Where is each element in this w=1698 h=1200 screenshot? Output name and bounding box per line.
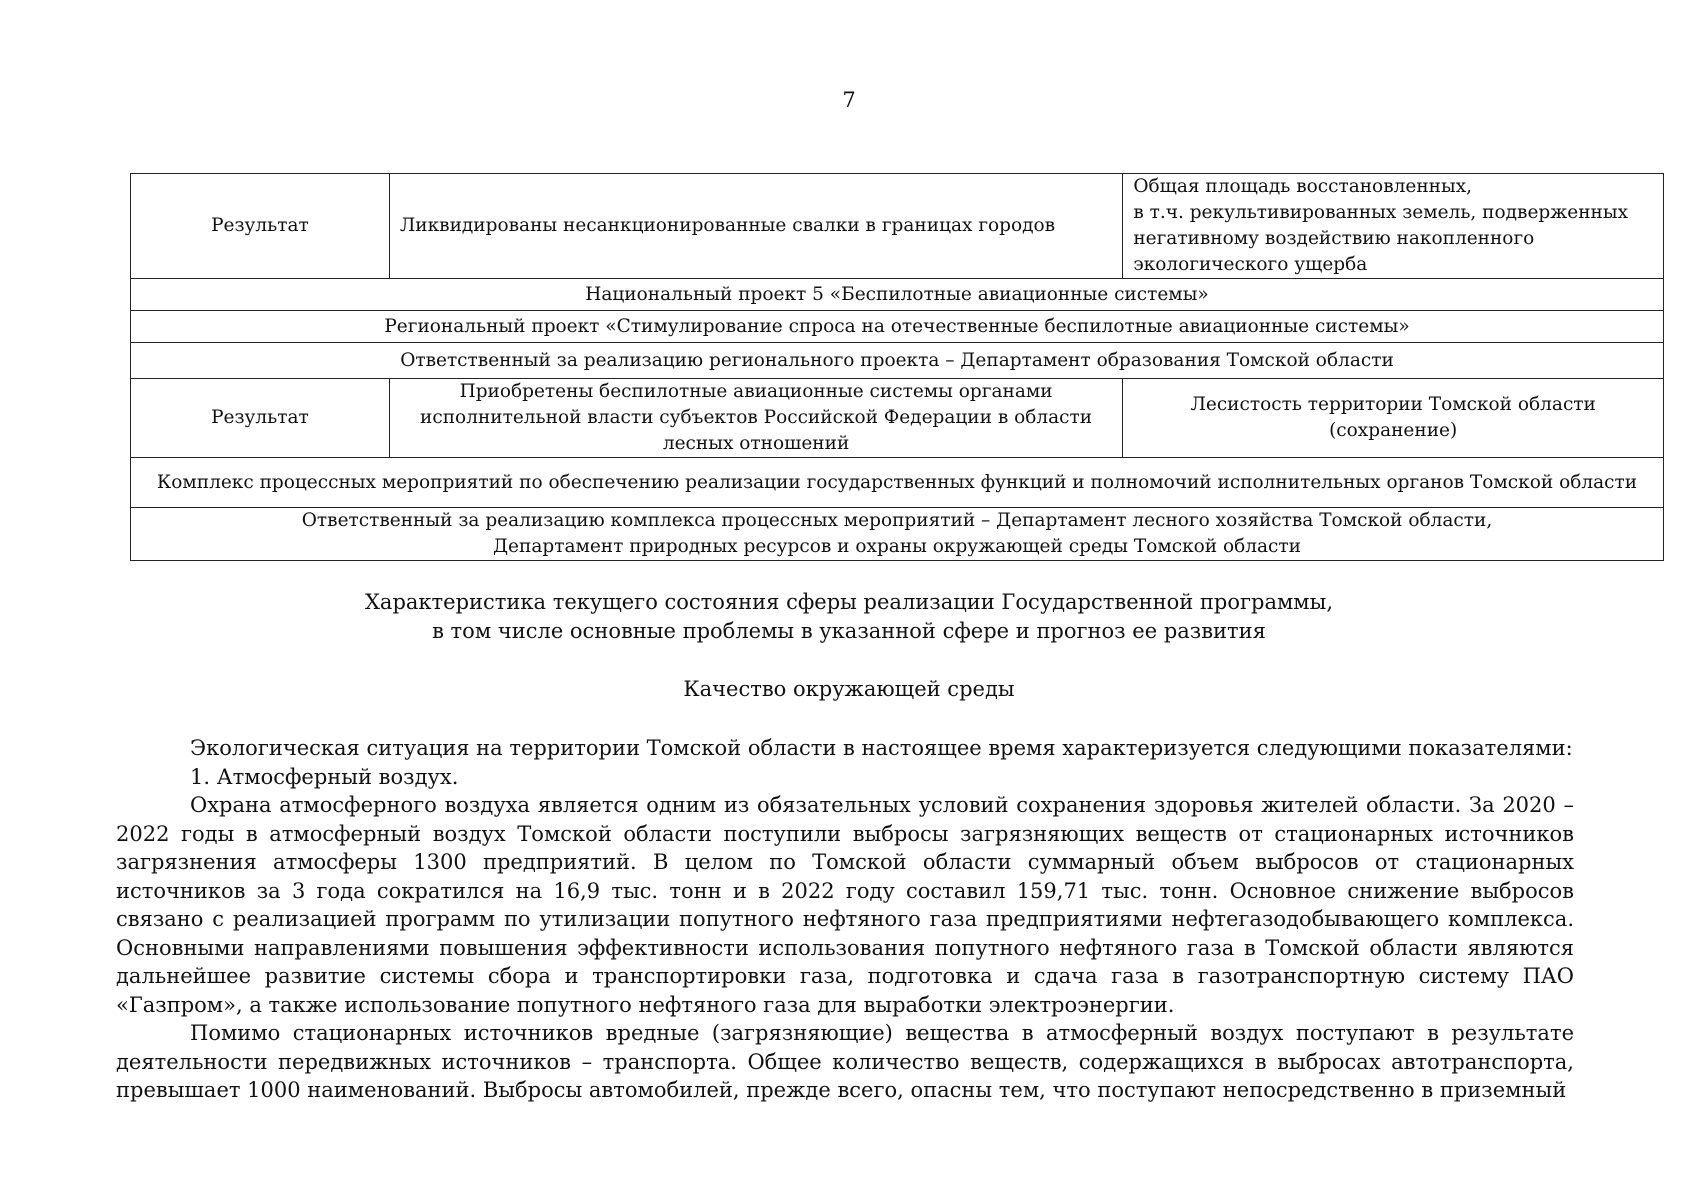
indicator-line: (сохранение) xyxy=(1329,420,1458,441)
table-row xyxy=(131,311,1664,343)
result-line: Приобретены беспилотные авиационные системы органами xyxy=(459,381,1053,402)
section-heading-line: в том числе основные проблемы в указанной сфере и прогноз ее развития xyxy=(432,619,1266,643)
process-complex-cell: Комплекс процессных мероприятий по обеспечению реализации государственных функций и полномочий исполнительных органов Томской области xyxy=(131,458,1664,508)
indicator-line: Общая площадь восстановленных, xyxy=(1133,176,1473,197)
section-heading xyxy=(0,588,1698,646)
responsible-line: Департамент природных ресурсов и охраны окружающей среды Томской области xyxy=(493,536,1301,557)
indicator-line: негативному воздействию накопленного xyxy=(1133,228,1535,249)
table-row xyxy=(131,343,1664,379)
indicator-cell xyxy=(1123,379,1664,458)
responsible-line: Ответственный за реализацию комплекса процессных мероприятий – Департамент лесного хозяйства Томской области, xyxy=(301,510,1493,531)
paragraph: 1. Атмосферный воздух. xyxy=(190,764,459,789)
result-description-cell: Ликвидированы несанкционированные свалки в границах городов xyxy=(389,174,1122,279)
program-structure-table xyxy=(130,173,1664,561)
section-heading-line: Характеристика текущего состояния сферы реализации Государственной программы, xyxy=(364,590,1334,614)
table-row xyxy=(131,508,1664,561)
table-row xyxy=(131,279,1664,311)
paragraph: Экологическая ситуация на территории Томской области в настоящее время характеризуется следующими показателями: xyxy=(190,736,1573,760)
page-number: 7 xyxy=(842,88,856,112)
paragraph: Помимо стационарных источников вредные (загрязняющие) вещества в атмосферный воздух поступают в результате деятельности передвижных источников – транспорта. Общее количество веществ, содержащихся в выбросах автотранспорта, превышает 1000 наименований. Выбросы автомобилей, прежде всего, опасны тем, что поступают непосредственно в приземный xyxy=(116,1021,1574,1102)
regional-project-cell: Региональный проект «Стимулирование спроса на отечественные беспилотные авиационные системы» xyxy=(131,311,1664,343)
responsible-regional-cell: Ответственный за реализацию регионального проекта – Департамент образования Томской области xyxy=(131,343,1664,379)
paragraph: Охрана атмосферного воздуха является одним из обязательных условий сохранения здоровья жителей области. За 2020 – 2022 годы в атмосферный воздух Томской области поступили выбросы загрязняющих веществ от стационарных источников загрязнения атмосферы 1300 предприятий. В целом по Томской области суммарный объем выбросов от стационарных источников за 3 года сократился на 16,9 тыс. тонн и в 2022 году составил 159,71 тыс. тонн. Основное снижение выбросов связано с реализацией программ по утилизации попутного нефтяного газа предприятиями нефтегазодобывающего комплекса. Основными направлениями повышения эффективности использования попутного нефтяного газа в Томской области являются дальнейшее развитие системы сбора и транспортировки газа, подготовка и сдача газа в газотранспортную систему ПАО «Газпром», а также использование попутного нефтяного газа для выработки электроэнергии. xyxy=(116,793,1574,1017)
result-label-cell: Результат xyxy=(131,174,390,279)
result-line: лесных отношений xyxy=(662,433,850,454)
indicator-line: экологического ущерба xyxy=(1133,254,1368,275)
body-text xyxy=(116,734,1574,1105)
table-row xyxy=(131,379,1664,458)
indicator-line: Лесистость территории Томской области xyxy=(1190,394,1596,415)
result-description-cell xyxy=(389,379,1122,458)
indicator-cell xyxy=(1123,174,1664,279)
responsible-complex-cell xyxy=(131,508,1664,561)
indicator-line: в т.ч. рекультивированных земель, подверженных xyxy=(1133,202,1629,223)
table-row xyxy=(131,174,1664,279)
table-row xyxy=(131,458,1664,508)
result-line: исполнительной власти субъектов Российской Федерации в области xyxy=(420,407,1093,428)
national-project-cell: Национальный проект 5 «Беспилотные авиационные системы» xyxy=(131,279,1664,311)
subsection-heading: Качество окружающей среды xyxy=(683,677,1015,701)
result-label-cell: Результат xyxy=(131,379,390,458)
